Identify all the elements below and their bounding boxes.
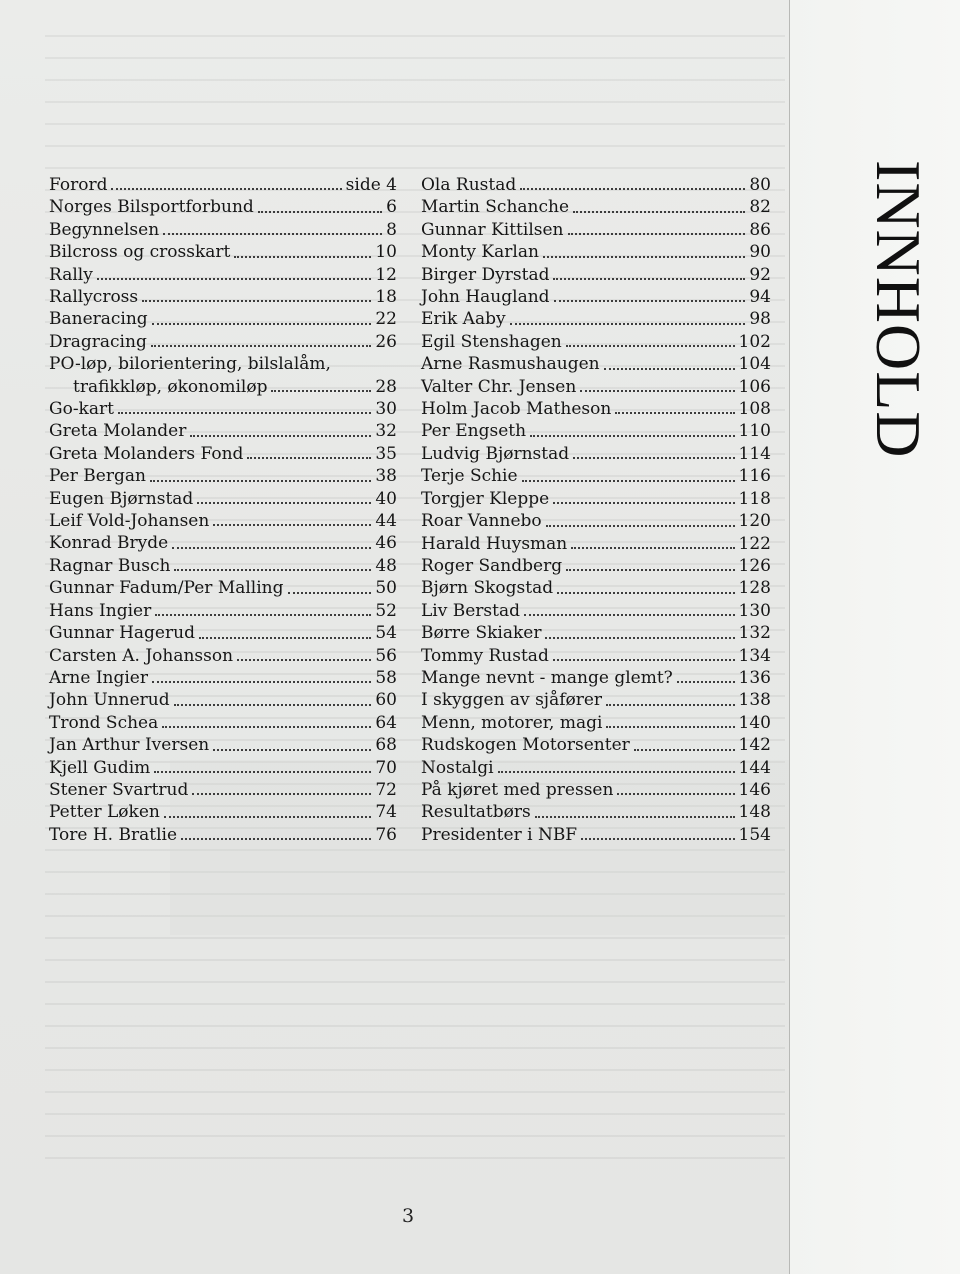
toc-entry-page: 106 (738, 376, 771, 397)
toc-entry-title: Eugen Bjørnstad (49, 488, 194, 509)
toc-entry-title: Nostalgi (421, 757, 494, 778)
dot-leader (498, 771, 735, 773)
toc-entry[interactable] (421, 398, 771, 420)
toc-entry-page: 6 (386, 197, 397, 218)
toc-entry-title: Ludvig Bjørnstad (421, 443, 570, 464)
toc-entry-page: 120 (738, 511, 771, 532)
dot-leader (155, 614, 371, 616)
toc-entry[interactable] (421, 196, 771, 218)
dot-leader (581, 838, 734, 840)
toc-entry-title: Jan Arthur Iversen (49, 735, 210, 756)
toc-entry-title: Dragracing (49, 331, 147, 352)
toc-entry-page: 44 (375, 511, 397, 532)
toc-entry-page: 68 (375, 735, 397, 756)
toc-entry-title: Hans Ingier (49, 600, 152, 621)
toc-entry-page: 35 (375, 443, 397, 464)
toc-entry[interactable] (49, 420, 397, 442)
dot-leader (181, 838, 371, 840)
dot-leader (163, 233, 382, 235)
toc-entry-title: Harald Huysman (421, 533, 568, 554)
toc-entry-page: 80 (749, 175, 771, 195)
toc-entry[interactable] (421, 443, 771, 465)
toc-entry[interactable] (421, 286, 771, 308)
toc-entry-page: 90 (749, 242, 771, 263)
toc-entry[interactable] (421, 353, 771, 375)
toc-entry-page: 144 (738, 757, 771, 778)
toc-entry-title: Rally (49, 264, 93, 285)
toc-entry-title: Gunnar Fadum/Per Malling (49, 578, 284, 599)
toc-entry[interactable] (421, 824, 771, 846)
toc-entry[interactable] (421, 600, 771, 622)
toc-entry[interactable] (49, 712, 397, 734)
dot-leader (580, 390, 734, 392)
toc-entry[interactable] (421, 712, 771, 734)
toc-entry-page: 32 (375, 421, 397, 442)
toc-entry[interactable] (421, 219, 771, 241)
toc-entry[interactable] (49, 577, 397, 599)
toc-entry-title: Per Bergan (49, 466, 146, 487)
toc-entry-page: 64 (375, 712, 397, 733)
toc-entry[interactable] (421, 420, 771, 442)
toc-entry[interactable] (49, 488, 397, 510)
toc-entry-title: Arne Rasmushaugen (421, 354, 600, 375)
toc-entry-page: 38 (375, 466, 397, 487)
toc-entry[interactable] (421, 376, 771, 398)
toc-entry[interactable] (421, 488, 771, 510)
toc-entry-page: 102 (738, 331, 771, 352)
toc-entry-page: 70 (375, 757, 397, 778)
toc-entry[interactable] (49, 465, 397, 487)
toc-entry-title: På kjøret med pressen (421, 779, 614, 800)
toc-entry-title: Resultatbørs (421, 802, 531, 823)
toc-entry-title: Martin Schanche (421, 197, 570, 218)
dot-leader (142, 300, 371, 302)
toc-entry[interactable] (49, 600, 397, 622)
toc-entry-title: Gunnar Kittilsen (421, 219, 564, 240)
dot-leader (154, 771, 371, 773)
toc-entry-page: side 4 (345, 175, 397, 195)
toc-entry[interactable] (49, 219, 397, 241)
toc-entry[interactable] (49, 308, 397, 330)
toc-entry-page: 108 (738, 399, 771, 420)
toc-entry[interactable] (49, 779, 397, 801)
dot-leader (604, 368, 735, 370)
toc-entry[interactable] (421, 622, 771, 644)
toc-entry-page: 138 (738, 690, 771, 711)
toc-entry[interactable] (49, 734, 397, 756)
toc-entry-title: Presidenter i NBF (421, 824, 578, 845)
dot-leader (237, 659, 371, 661)
toc-entry[interactable] (49, 443, 397, 465)
dot-leader (545, 637, 734, 639)
toc-entry-title: Roar Vannebo (421, 511, 542, 532)
toc-entry-title: Konrad Bryde (49, 533, 169, 554)
dot-leader (247, 457, 371, 459)
toc-entry-title: Mange nevnt - mange glemt? (421, 667, 673, 688)
toc-entry-page: 148 (738, 802, 771, 823)
dot-leader (288, 592, 372, 594)
toc-entry[interactable] (421, 577, 771, 599)
dot-leader (234, 256, 371, 258)
toc-entry-title: Egil Stenshagen (421, 331, 562, 352)
toc-entry[interactable] (49, 264, 397, 286)
toc-entry[interactable] (421, 734, 771, 756)
dot-leader (566, 569, 734, 571)
toc-entry[interactable] (49, 801, 397, 823)
toc-entry[interactable] (421, 331, 771, 353)
toc-entry[interactable] (49, 667, 397, 689)
toc-entry-title: I skyggen av sjåfører (421, 690, 603, 711)
toc-entry-page: 94 (749, 287, 771, 308)
toc-entry-page: 114 (738, 443, 771, 464)
toc-entry-title: Roger Sandberg (421, 555, 563, 576)
dot-leader (634, 749, 735, 751)
toc-entry[interactable] (49, 645, 397, 667)
toc-entry-title: Leif Vold-Johansen (49, 511, 210, 532)
toc-entry-page: 82 (749, 197, 771, 218)
toc-entry-title: Go-kart (49, 399, 114, 420)
dot-leader (199, 637, 371, 639)
toc-entry-page: 28 (375, 376, 397, 397)
toc-entry[interactable] (49, 174, 397, 196)
dot-leader (152, 681, 371, 683)
toc-entry[interactable] (421, 667, 771, 689)
dot-leader (510, 323, 746, 325)
side-title: INNHOLD (863, 160, 934, 459)
dot-leader (530, 435, 734, 437)
toc-entry-page: 8 (386, 219, 397, 240)
toc-entry-title: Bjørn Skogstad (421, 578, 554, 599)
toc-entry[interactable] (421, 779, 771, 801)
toc-entry-page: 60 (375, 690, 397, 711)
dot-leader (566, 345, 735, 347)
toc-entry-page: 98 (749, 309, 771, 330)
toc-entry[interactable] (49, 757, 397, 779)
toc-entry-title: Rallycross (49, 287, 139, 308)
toc-entry[interactable] (49, 622, 397, 644)
toc-left-column (49, 174, 397, 846)
dot-leader (522, 480, 735, 482)
toc-entry[interactable] (49, 398, 397, 420)
toc-entry-title: Trond Schea (49, 712, 159, 733)
toc-entry-page: 118 (738, 488, 771, 509)
toc-entry-continuation (49, 376, 397, 398)
dot-leader (553, 278, 745, 280)
toc-entry-page: 132 (738, 623, 771, 644)
toc-entry-title: Greta Molander (49, 421, 187, 442)
toc-entry-page: 10 (375, 242, 397, 263)
toc-entry-title: Bilcross og crosskart (49, 242, 231, 263)
dot-leader (164, 816, 372, 818)
toc-entry-page: 58 (375, 667, 397, 688)
toc-entry[interactable] (421, 174, 771, 196)
dot-leader (543, 256, 745, 258)
toc-entry[interactable] (49, 196, 397, 218)
dot-leader (197, 502, 371, 504)
dot-leader (557, 592, 734, 594)
toc-entry-title: Gunnar Hagerud (49, 623, 195, 644)
dot-leader (162, 726, 371, 728)
toc-entry-title: Torgjer Kleppe (421, 488, 550, 509)
dot-leader (524, 614, 735, 616)
toc-entry-title: Begynnelsen (49, 219, 160, 240)
toc-entry[interactable] (49, 532, 397, 554)
toc-entry-title: Arne Ingier (49, 667, 148, 688)
toc-entry[interactable] (421, 241, 771, 263)
dot-leader (546, 525, 735, 527)
dot-leader (553, 659, 735, 661)
dot-leader (571, 547, 734, 549)
toc-entry-title: Ola Rustad (421, 175, 517, 195)
dot-leader (152, 323, 372, 325)
toc-entry-title-line2: trafikkløp, økonomiløp (73, 376, 268, 397)
toc-entry[interactable] (421, 689, 771, 711)
toc-entry-page: 134 (738, 645, 771, 666)
toc-entry-page: 104 (738, 354, 771, 375)
toc-entry[interactable] (49, 331, 397, 353)
toc-entry[interactable] (49, 824, 397, 846)
toc-entry-page: 30 (375, 399, 397, 420)
dot-leader (190, 435, 371, 437)
dot-leader (573, 211, 745, 213)
toc-entry-title: Menn, motorer, magi (421, 712, 603, 733)
dot-leader (554, 300, 746, 302)
toc-entry-page: 54 (375, 623, 397, 644)
toc-entry-page: 122 (738, 533, 771, 554)
dot-leader (617, 793, 734, 795)
dot-leader (174, 569, 371, 571)
toc-entry[interactable] (49, 555, 397, 577)
toc-entry-title: Tommy Rustad (421, 645, 549, 666)
toc-entry-page: 50 (375, 578, 397, 599)
toc-entry-title: Liv Berstad (421, 600, 520, 621)
toc-entry[interactable] (421, 465, 771, 487)
toc-entry-title: Kjell Gudim (49, 757, 151, 778)
toc-entry-page: 72 (375, 779, 397, 800)
dot-leader (520, 188, 745, 190)
toc-entry-title: Petter Løken (49, 802, 160, 823)
dot-leader (573, 457, 734, 459)
toc-entry[interactable] (421, 510, 771, 532)
toc-entry-title: Forord (49, 175, 108, 195)
toc-entry[interactable] (49, 510, 397, 532)
dot-leader (568, 233, 746, 235)
dot-leader (606, 704, 735, 706)
toc-entry-page: 92 (749, 264, 771, 285)
toc-entry-page: 140 (738, 712, 771, 733)
toc-entry-title: Per Engseth (421, 421, 527, 442)
toc-entry[interactable] (49, 689, 397, 711)
toc-entry-title: Monty Karlan (421, 242, 539, 263)
dot-leader (677, 681, 735, 683)
toc-entry-title: John Unnerud (49, 690, 170, 711)
toc-entry[interactable] (421, 801, 771, 823)
toc-entry[interactable] (421, 308, 771, 330)
dot-leader (271, 390, 371, 392)
dot-leader (174, 704, 372, 706)
dot-leader (535, 816, 735, 818)
toc-entry[interactable] (49, 241, 397, 263)
toc-entry[interactable] (421, 555, 771, 577)
toc-entry-page: 40 (375, 488, 397, 509)
toc-entry-title: Norges Bilsportforbund (49, 197, 254, 218)
toc-entry-page: 116 (738, 466, 771, 487)
toc-entry[interactable] (421, 645, 771, 667)
toc-entry-title: Valter Chr. Jensen (421, 376, 577, 397)
dot-leader (118, 412, 371, 414)
dot-leader (151, 345, 372, 347)
toc-entry[interactable] (421, 757, 771, 779)
dot-leader (192, 793, 371, 795)
toc-entry-title: Erik Aaby (421, 309, 506, 330)
toc-entry[interactable] (49, 353, 397, 398)
toc-entry-title-line1: PO-løp, bilorientering, bilslalåm, (49, 354, 331, 375)
toc-entry-page: 128 (738, 578, 771, 599)
dot-leader (213, 524, 371, 526)
dot-leader (111, 188, 341, 190)
toc-entry-title: Stener Svartrud (49, 779, 189, 800)
toc-entry-page: 130 (738, 600, 771, 621)
toc-entry-page: 74 (375, 802, 397, 823)
toc-entry[interactable] (49, 286, 397, 308)
toc-entry-title: Birger Dyrstad (421, 264, 550, 285)
toc-entry-page: 86 (749, 219, 771, 240)
toc-entry-page: 154 (738, 824, 771, 845)
toc-entry-title: Baneracing (49, 309, 148, 330)
toc-entry-title: Tore H. Bratlie (49, 824, 177, 845)
toc-entry-title: Carsten A. Johansson (49, 645, 234, 666)
dot-leader (172, 547, 371, 549)
toc-entry[interactable] (421, 533, 771, 555)
dot-leader (606, 726, 734, 728)
toc-entry-page: 142 (738, 735, 771, 756)
dot-leader (553, 502, 734, 504)
toc-entry-page: 136 (738, 667, 771, 688)
toc-entry-page: 18 (375, 287, 397, 308)
toc-entry-page: 126 (738, 555, 771, 576)
toc-entry-page: 76 (375, 824, 397, 845)
toc-entry-page: 48 (375, 555, 397, 576)
toc-right-column (421, 174, 771, 846)
toc-entry-title: Rudskogen Motorsenter (421, 735, 630, 756)
toc-entry-title: Greta Molanders Fond (49, 443, 244, 464)
toc-entry-title: John Haugland (421, 287, 550, 308)
toc-entry-title: Terje Schie (421, 466, 518, 487)
toc-entry-page: 22 (375, 309, 397, 330)
toc-entry-page: 56 (375, 645, 397, 666)
toc-entry-title: Ragnar Busch (49, 555, 171, 576)
toc-entry-title: Holm Jacob Matheson (421, 399, 612, 420)
toc-entry-page: 46 (375, 533, 397, 554)
dot-leader (97, 278, 372, 280)
dot-leader (258, 211, 382, 213)
toc-entry-title: Børre Skiaker (421, 623, 542, 644)
toc-entry-page: 52 (375, 600, 397, 621)
dot-leader (213, 749, 371, 751)
toc-entry-page: 12 (375, 264, 397, 285)
page-number: 3 (402, 1205, 415, 1227)
dot-leader (150, 480, 371, 482)
dot-leader (615, 412, 734, 414)
toc-entry-page: 26 (375, 331, 397, 352)
toc-entry-page: 146 (738, 779, 771, 800)
toc-entry-page: 110 (738, 421, 771, 442)
toc-entry[interactable] (421, 264, 771, 286)
